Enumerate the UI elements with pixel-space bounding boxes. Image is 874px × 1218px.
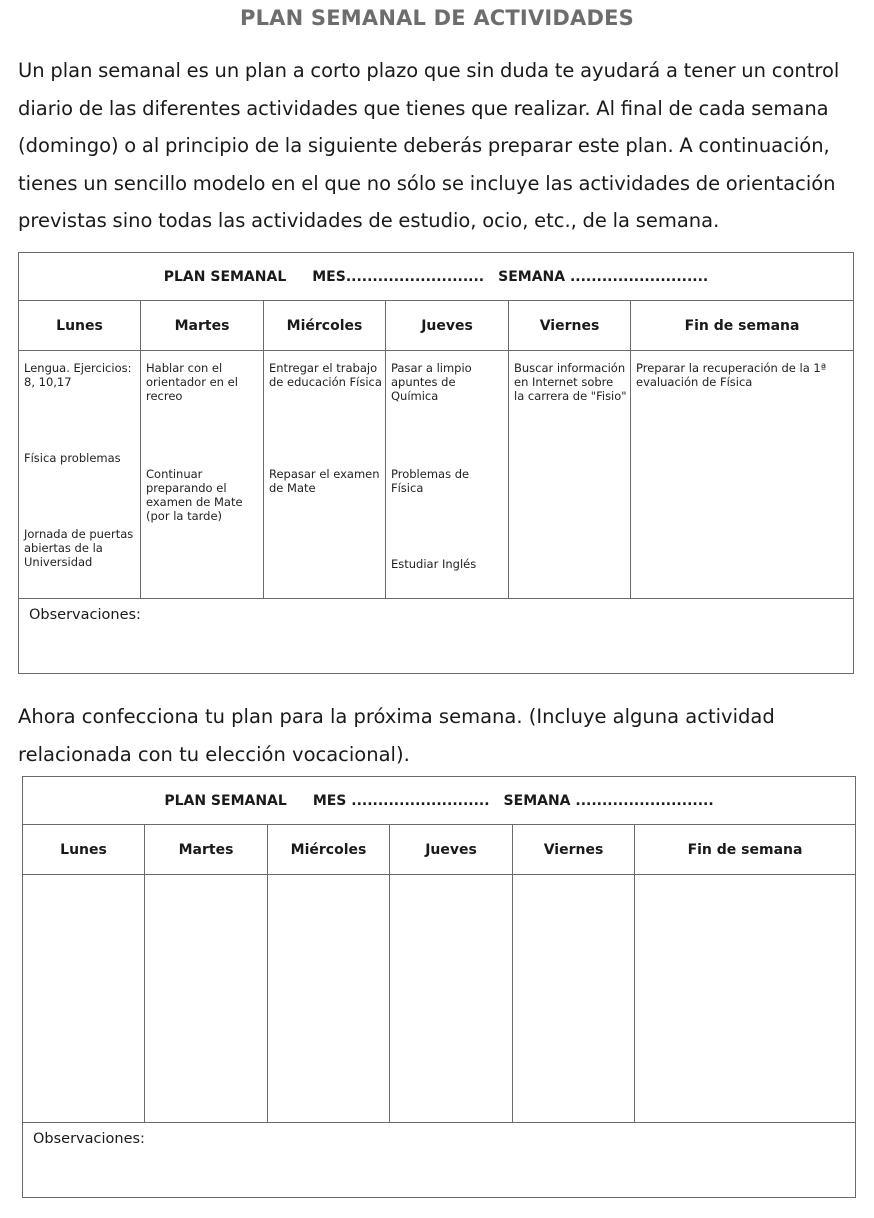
plan-label: PLAN SEMANAL bbox=[163, 268, 287, 285]
day-header-martes: Martes bbox=[145, 825, 268, 874]
day-header-jueves: Jueves bbox=[386, 301, 509, 350]
page-title: PLAN SEMANAL DE ACTIVIDADES bbox=[240, 6, 634, 30]
plan-header bbox=[19, 253, 853, 301]
week-label: SEMANA .......................... bbox=[503, 792, 714, 809]
day-cell-viernes[interactable] bbox=[513, 875, 635, 1122]
activity-entry: Preparar la recuperación de la 1ª evaluación de Física bbox=[636, 361, 827, 389]
activity-entry: Jornada de puertas abiertas de la Universidad bbox=[24, 527, 134, 569]
activity-entry: Hablar con el orientador en el recreo bbox=[146, 361, 238, 403]
plan-header bbox=[23, 777, 855, 825]
days-header-row bbox=[19, 301, 853, 351]
month-label: MES .......................... bbox=[312, 792, 490, 809]
blank-weekly-plan bbox=[22, 776, 856, 1198]
day-header-jueves: Jueves bbox=[390, 825, 513, 874]
day-header-lunes: Lunes bbox=[23, 825, 145, 874]
activity-entry: Buscar información en Internet sobre la carrera de "Fisio" bbox=[514, 361, 627, 403]
day-cell-lunes bbox=[19, 351, 141, 598]
activity-entry: Continuar preparando el examen de Mate (por la tarde) bbox=[146, 467, 243, 523]
activity-entry: Entregar el trabajo de educación Física bbox=[269, 361, 382, 389]
day-cell-miercoles bbox=[264, 351, 386, 598]
days-body-row bbox=[19, 351, 853, 599]
observations-label[interactable]: Observaciones: bbox=[33, 1131, 145, 1147]
day-cell-fin-de-semana[interactable] bbox=[635, 875, 855, 1122]
intro-paragraph: Un plan semanal es un plan a corto plazo que sin duda te ayudará a tener un control diario de las diferentes actividades que tienes que realizar. Al final de cada semana (domingo) o al principio de la siguiente deberás preparar este plan. A continuación, tienes un sencillo modelo en el que no sólo se incluye las actividades de orientación previstas sino todas las actividades de estudio, ocio, etc., de la semana. bbox=[18, 59, 840, 232]
day-header-miercoles: Miércoles bbox=[264, 301, 386, 350]
activity-entry: Estudiar Inglés bbox=[391, 557, 477, 571]
day-cell-lunes[interactable] bbox=[23, 875, 145, 1122]
day-cell-fin-de-semana bbox=[631, 351, 853, 598]
days-header-row bbox=[23, 825, 855, 875]
month-label: MES.......................... bbox=[312, 268, 485, 285]
activity-entry: Física problemas bbox=[24, 451, 121, 465]
day-cell-jueves[interactable] bbox=[390, 875, 513, 1122]
example-weekly-plan bbox=[18, 252, 854, 674]
day-header-martes: Martes bbox=[141, 301, 264, 350]
week-label: SEMANA .......................... bbox=[498, 268, 709, 285]
activity-entry: Pasar a limpio apuntes de Química bbox=[391, 361, 472, 403]
day-cell-miercoles[interactable] bbox=[268, 875, 390, 1122]
day-header-viernes: Viernes bbox=[509, 301, 631, 350]
instruction-paragraph: Ahora confecciona tu plan para la próxima semana. (Incluye alguna actividad relacionada con tu elección vocacional). bbox=[18, 705, 775, 766]
day-header-viernes: Viernes bbox=[513, 825, 635, 874]
activity-entry: Repasar el examen de Mate bbox=[269, 467, 380, 495]
observations-label: Observaciones: bbox=[29, 607, 141, 623]
day-cell-martes[interactable] bbox=[145, 875, 268, 1122]
day-cell-viernes bbox=[509, 351, 631, 598]
day-cell-jueves bbox=[386, 351, 509, 598]
plan-label: PLAN SEMANAL bbox=[164, 792, 287, 809]
day-header-miercoles: Miércoles bbox=[268, 825, 390, 874]
day-header-fin-de-semana: Fin de semana bbox=[687, 841, 803, 858]
activity-entry: Problemas de Física bbox=[391, 467, 470, 495]
days-body-row bbox=[23, 875, 855, 1123]
day-cell-martes bbox=[141, 351, 264, 598]
day-header-lunes: Lunes bbox=[19, 301, 141, 350]
day-header-fin-de-semana: Fin de semana bbox=[684, 317, 800, 334]
activity-entry: Lengua. Ejercicios: 8, 10,17 bbox=[24, 361, 132, 389]
